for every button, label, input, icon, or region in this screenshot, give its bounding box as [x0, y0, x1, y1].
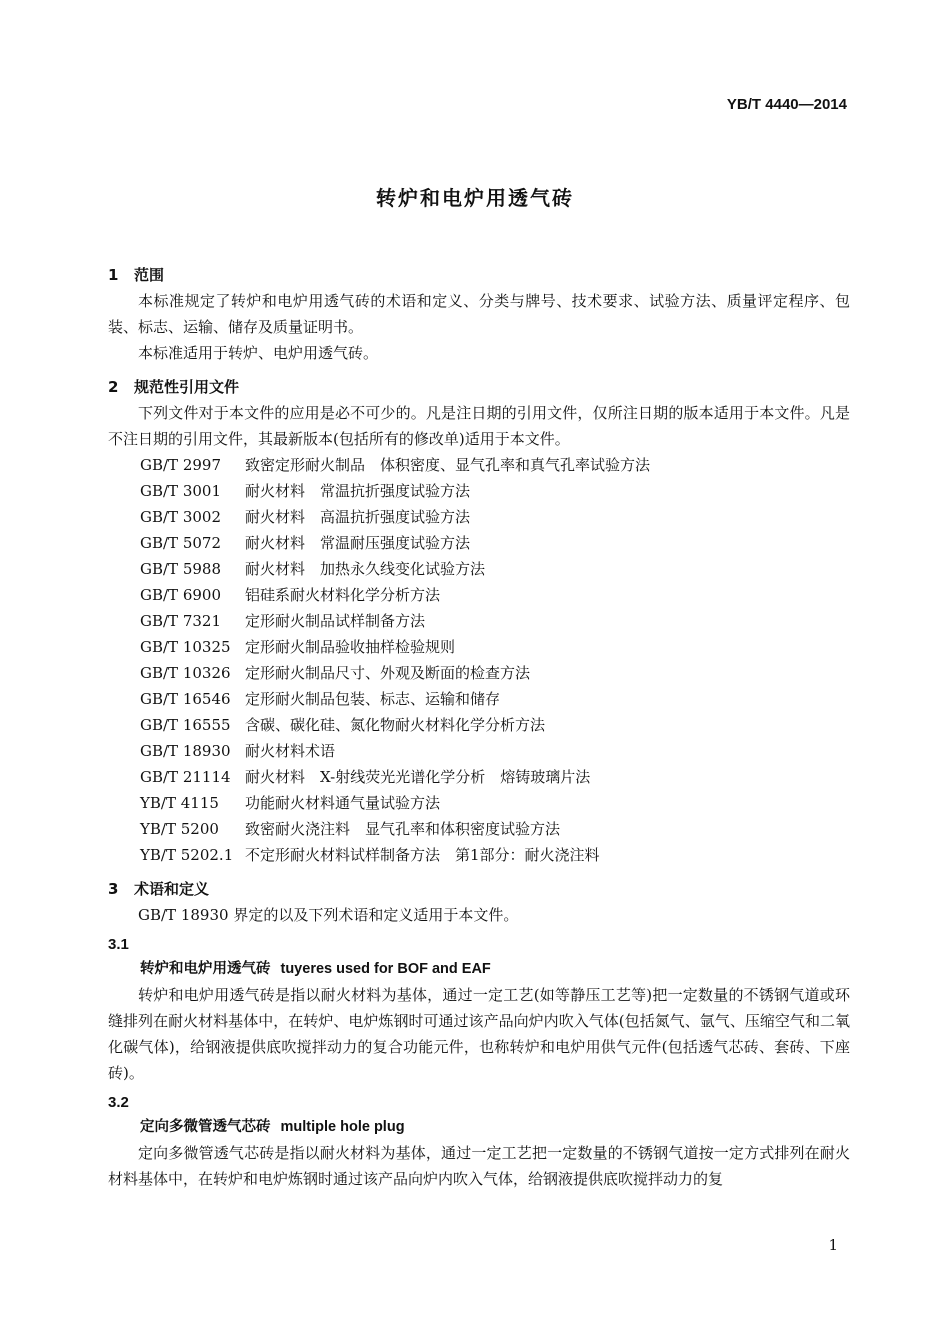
- reference-item: [140, 556, 850, 582]
- reference-title: 耐火材料术语: [245, 742, 336, 760]
- reference-code: GB/T 21114: [140, 768, 231, 786]
- document-body: [108, 262, 850, 1192]
- section-3-heading: [108, 876, 850, 902]
- reference-item: [140, 530, 850, 556]
- reference-item: [140, 764, 850, 790]
- document-title: 转炉和电炉用透气砖: [376, 186, 574, 210]
- reference-title: 耐火材料 高温抗折强度试验方法: [245, 508, 471, 526]
- reference-code: GB/T 7321: [140, 612, 222, 630]
- term-zh: 转炉和电炉用透气砖: [140, 961, 271, 977]
- reference-code: GB/T 3001: [140, 482, 222, 500]
- term-heading: [140, 956, 850, 982]
- reference-title: 耐火材料 常温耐压强度试验方法: [245, 534, 471, 552]
- reference-item: [140, 504, 850, 530]
- standard-code: YB/T 4440—2014: [726, 96, 847, 113]
- reference-list: [140, 452, 850, 868]
- reference-title: 致密定形耐火制品 体积密度、显气孔率和真气孔率试验方法: [245, 456, 651, 474]
- reference-code: GB/T 10325: [140, 638, 231, 656]
- reference-code: GB/T 6900: [140, 586, 222, 604]
- section-number: 2: [108, 378, 119, 396]
- scope-paragraph: 本标准规定了转炉和电炉用透气砖的术语和定义、分类与牌号、技术要求、试验方法、质量评定程序、包装、标志、运输、储存及质量证明书。: [108, 292, 850, 336]
- reference-item: [140, 660, 850, 686]
- reference-title: 耐火材料 常温抗折强度试验方法: [245, 482, 471, 500]
- reference-item: [140, 712, 850, 738]
- reference-title: 铝硅系耐火材料化学分析方法: [245, 586, 441, 604]
- reference-title: 定形耐火制品试样制备方法: [245, 612, 426, 630]
- reference-title: 耐火材料 加热永久线变化试验方法: [245, 560, 486, 578]
- reference-item: [140, 816, 850, 842]
- section-1-heading: [108, 262, 850, 288]
- term-en: multiple hole plug: [280, 1119, 405, 1135]
- reference-code: YB/T 5200: [140, 820, 219, 838]
- term-en: tuyeres used for BOF and EAF: [280, 961, 491, 977]
- reference-title: 致密耐火浇注料 显气孔率和体积密度试验方法: [245, 820, 561, 838]
- reference-item: [140, 790, 850, 816]
- reference-item: [140, 582, 850, 608]
- reference-item: [140, 738, 850, 764]
- reference-code: GB/T 16546: [140, 690, 231, 708]
- reference-code: GB/T 2997: [140, 456, 222, 474]
- reference-title: 耐火材料 X-射线荧光光谱化学分析 熔铸玻璃片法: [245, 768, 591, 786]
- reference-title: 定形耐火制品验收抽样检验规则: [245, 638, 456, 656]
- reference-title: 定形耐火制品尺寸、外观及断面的检查方法: [245, 664, 531, 682]
- reference-item: [140, 686, 850, 712]
- reference-item: [140, 608, 850, 634]
- reference-code: GB/T 18930: [140, 742, 231, 760]
- reference-item: [140, 634, 850, 660]
- term-heading: [140, 1114, 850, 1140]
- reference-code: GB/T 16555: [140, 716, 231, 734]
- section-number: 1: [108, 266, 119, 284]
- reference-title: 含碳、碳化硅、氮化物耐火材料化学分析方法: [245, 716, 546, 734]
- reference-code: GB/T 5072: [140, 534, 222, 552]
- term-definition: 转炉和电炉用透气砖是指以耐火材料为基体，通过一定工艺(如等静压工艺等)把一定数量的不锈钢气道或环缝排列在耐火材料基体中，在转炉、电炉炼钢时可通过该产品向炉内吹入气体(包括氮气、氩气、压缩空气和二氧化碳气体)，给钢液提供底吹搅拌动力的复合功能元件，也称转炉和电炉用供气元件(包括透气芯砖、套砖、下座砖)。: [108, 986, 850, 1082]
- page-number: 1: [828, 1236, 838, 1254]
- reference-code: YB/T 4115: [140, 794, 219, 812]
- reference-code: YB/T 5202.1: [140, 846, 234, 864]
- reference-title: 功能耐火材料通气量试验方法: [245, 794, 441, 812]
- section-number: 3: [108, 880, 119, 898]
- section-title: 范围: [134, 266, 165, 284]
- term-zh: 定向多微管透气芯砖: [140, 1119, 271, 1135]
- reference-title: 定形耐火制品包装、标志、运输和储存: [245, 690, 501, 708]
- reference-item: [140, 478, 850, 504]
- scope-paragraph: 本标准适用于转炉、电炉用透气砖。: [138, 344, 379, 362]
- section-2-heading: [108, 374, 850, 400]
- terms-intro: GB/T 18930 界定的以及下列术语和定义适用于本文件。: [138, 906, 519, 924]
- term-definition: 定向多微管透气芯砖是指以耐火材料为基体，通过一定工艺把一定数量的不锈钢气道按一定方式排列在耐火材料基体中，在转炉和电炉炼钢时通过该产品向炉内吹入气体，给钢液提供底吹搅拌动力的复: [108, 1144, 850, 1188]
- reference-code: GB/T 3002: [140, 508, 222, 526]
- references-intro: 下列文件对于本文件的应用是必不可少的。凡是注日期的引用文件，仅所注日期的版本适用于本文件。凡是不注日期的引用文件，其最新版本(包括所有的修改单)适用于本文件。: [108, 404, 850, 448]
- reference-item: [140, 842, 850, 868]
- reference-item: [140, 452, 850, 478]
- term-number: 3.1: [108, 936, 129, 953]
- reference-code: GB/T 10326: [140, 664, 231, 682]
- reference-title: 不定形耐火材料试样制备方法 第1部分：耐火浇注料: [245, 846, 600, 864]
- section-title: 规范性引用文件: [134, 378, 240, 396]
- term-number: 3.2: [108, 1094, 129, 1111]
- reference-code: GB/T 5988: [140, 560, 222, 578]
- section-title: 术语和定义: [134, 880, 210, 898]
